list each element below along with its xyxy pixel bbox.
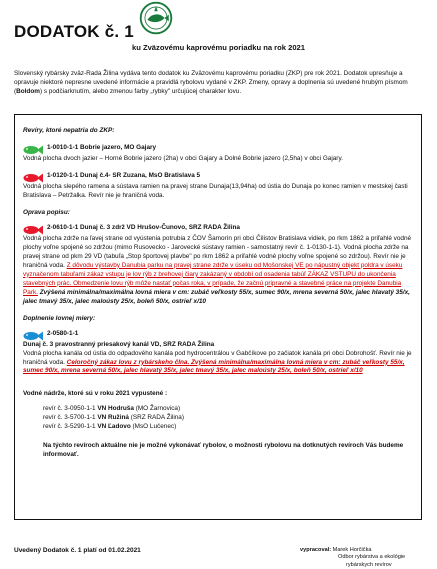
item-owner: (MO Žarnovica) <box>133 405 181 413</box>
document-title: DODATOK č. 1 <box>14 22 134 41</box>
prepared-label: vypracoval: <box>300 547 332 553</box>
validity-note: Uvedený Dodatok č. 1 platí od 01.02.2021 <box>14 547 141 554</box>
prepared-dept: Odbor rybárstva a ekológie <box>338 554 406 561</box>
list-item <box>43 423 413 432</box>
item-name: VN Ľadovo <box>97 423 131 431</box>
entry-dunaj-4 <box>23 172 413 201</box>
item-owner: (SRZ RADA Žilina) <box>128 414 184 422</box>
item-code: revír č. 3-5700-1-1 <box>43 414 98 422</box>
section-heading-oprava: Oprava popisu: <box>23 208 70 216</box>
intro-text-end: ) s podčiarknutím, alebo zmenou farby „rybky" určujúcej charakter lovu. <box>39 88 242 96</box>
entry-code: 2-0610-1-1 Dunaj č. 3 zdrž VD Hrušov-Čunovo, SRZ RADA Žilina <box>47 223 240 231</box>
entry-lovna-miera: Zvýšená minimálna/maximálna lovná miera v cm: zubáč veľkosty 55/x, sumec 90/x, mrena severná 50/x, jalec hlavatý 35/x, jalec tmavý 35/x, jalec maloústy 25/x, boleň 50/x, ostrieľ x/10 <box>23 288 410 305</box>
entry-description: Vodná plocha slepého ramena a sústava ramien na pravej strane Dunaja(13,94ha) od ústia do Dunaja po konec ramien v mestskej časti Bratislava – Petržalka. Revír nie je hraničná voda. <box>23 182 408 199</box>
entry-text: Vodná plocha kanála od ústia do odpadového kanála pod hydrocentrálou v Gabčíkove po začiatok kanála pri obci Dobrohošť. Revír nie je hraničná voda. <box>23 349 412 366</box>
green-fish-icon <box>23 145 43 155</box>
item-owner: (MsO Lučenec) <box>130 423 177 431</box>
removed-list <box>23 405 413 432</box>
document-subtitle: ku Zväzovému kaprovému poriadku na rok 2021 <box>131 43 306 52</box>
removed-heading: Vodné nádrže, ktoré sú v roku 2021 vypustené : <box>23 390 168 398</box>
entry-change-notice: Celoročný zákaz lovu z rybárskeho člna. Zvýšená minimálna/maximálna lovná miera v cm: zubáč veľkosty 55/x, sumec 90/x, mrena severná 50/x, jalec hlavatý 35/x, jalec tmavý 35/x, jalec maloústy 25/x, boleň 50/x, ostrieľ x/10 <box>23 358 405 375</box>
removed-note: Na týchto revíroch aktuálne nie je možné vykonávať rybolov, o možnosti rybolovu na dotknutých revíroch Vás budeme informovať. <box>43 442 404 459</box>
item-code: revír č. 3-0950-1-1 <box>43 405 98 413</box>
blue-fish-icon <box>23 331 43 341</box>
section-heading-reviry: Revíry, ktoré nepatria do ZKP: <box>23 127 115 134</box>
item-code: revír č. 3-5290-1-1 <box>43 423 98 431</box>
section-heading-doplnenie: Doplnenie lovnej miery: <box>23 314 96 322</box>
entry-dunaj-3-kanal <box>23 330 413 377</box>
intro-text-start: Slovenský rybársky zväz-Rada Žilina vydáva tento dodatok ku Zväzovému kaprovému poriadku (ZKP) pre rok 2021. Dodatok upresňuje a opravuje niektoré nepresne uvedené informácie a pravidlá rybolovu vydané v ZKP. Zmeny, opravy a doplnenia sú uvedené hrubým písmom ( <box>14 70 408 96</box>
item-name: VN Ružiná <box>97 414 129 422</box>
entry-description <box>23 235 413 307</box>
entry-change-notice: Z dôvodu výstavby Danubia parku na pravej strane zdrže v úseku od Mošonskej VE po nápustný objekt poldra v úseku vyznačenom tabuľami zákaz vstupu je lov rýb z brehovej čiary zakázaný v období od osadenia tabúľ ZÁKAZ VSTUPU do ukončenia stavebných prác. Obmedzenie lovu rýb môže nastať počas roka, v prípade, že začnú pripravné a stavebné práce na projekte Danubia Park. <box>23 261 403 296</box>
prepared-by <box>300 547 405 569</box>
entry-code: 1-0120-1-1 Dunaj č.4- SR Zuzana, MsO Bratislava 5 <box>47 171 201 179</box>
srz-logo-icon <box>139 1 173 35</box>
entry-code: 2-0580-1-1 <box>47 329 79 337</box>
prepared-name: Marek Horčička <box>332 547 372 553</box>
list-item <box>43 414 413 423</box>
prepared-dept2: rybárskych revírov <box>346 561 392 568</box>
entry-description <box>23 350 413 377</box>
entry-dunaj-3-zdrz <box>23 224 413 307</box>
intro-bold-word: Boldom <box>16 88 40 96</box>
red-fish-icon <box>23 225 43 235</box>
item-name: VN Hodruša <box>97 405 134 413</box>
red-fish-icon <box>23 173 43 183</box>
intro-paragraph <box>14 69 422 96</box>
entry-title: Dunaj č. 3 pravostranný priesakový kanál VD, SRZ RADA Žilina <box>23 340 215 348</box>
entry-description: Vodná plocha dvoch jazier – Horné Bobrie jazero (2ha) v obci Gajary a Dolné Bobrie jazero (2,5ha) v obci Gajary. <box>23 154 343 162</box>
entry-code: 1-0010-1-1 Bobrie jazero, MO Gajary <box>47 143 157 151</box>
content-box <box>14 114 422 520</box>
entry-text: Vodná plocha zdrže na ľavej strane od vyústenia potrubia z ČOV Šamorín pri obci Čilistov Bratislava vidiek, po rkm 1862 a priľahlé vodné plochy voľne spojené so zdržou (mimo Rusovecko - Jarovecké sústavy ramien - samostatný revír č. 1-0130-1-1). Vodná plocha zdrže na pravej strane od pkm 29 VD (tabuľa „Stop športovej plavbe" po rkm 1862 a priľahlé vodné plochy voľne spojené so zdržou). Revír nie je hraničná voda. <box>23 234 412 269</box>
entry-bobrie-jazero <box>23 144 413 164</box>
